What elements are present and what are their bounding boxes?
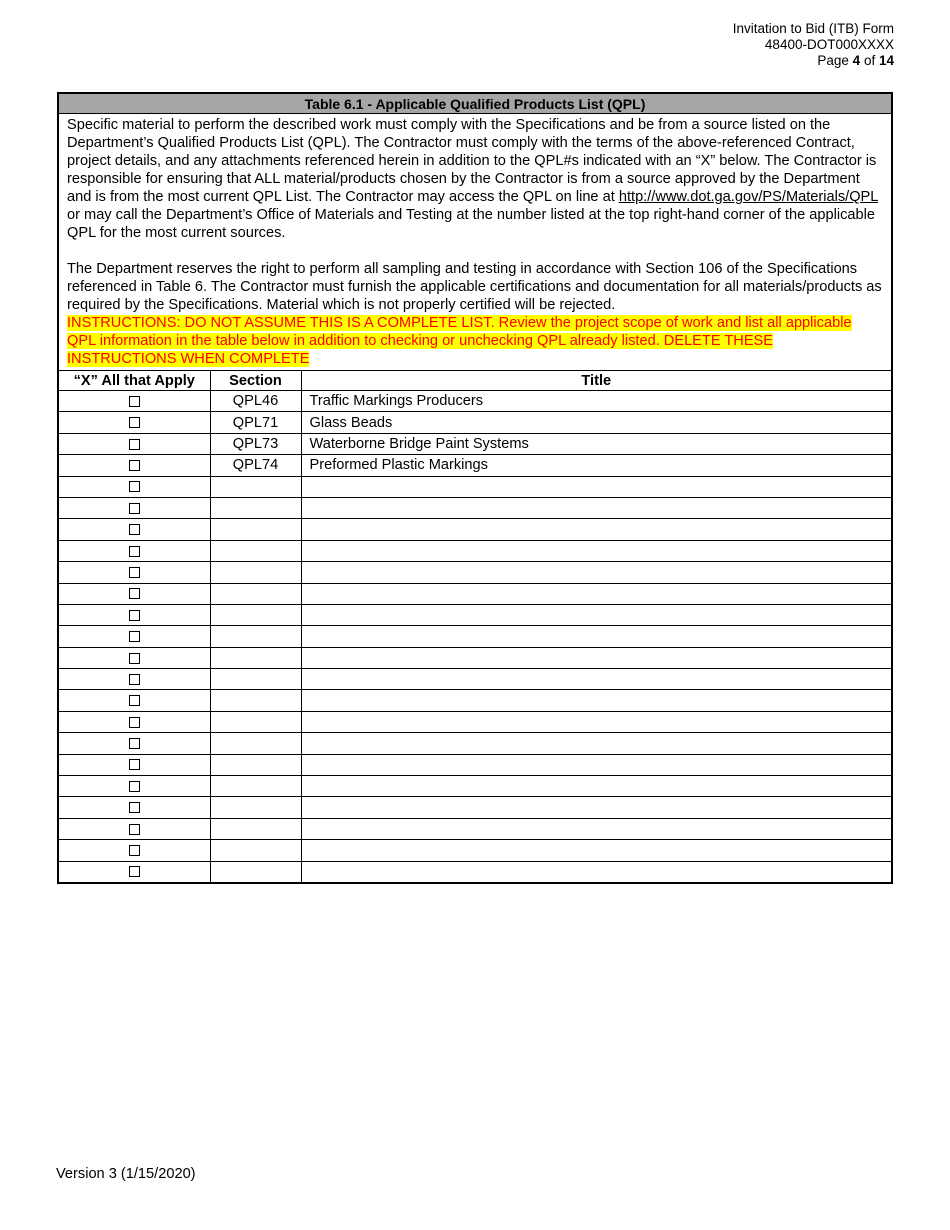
title-cell [301,540,892,561]
section-cell [210,840,301,861]
apply-checkbox[interactable] [129,674,140,685]
section-cell [210,497,301,518]
table-row [58,647,892,668]
apply-cell [58,412,210,433]
title-cell [301,754,892,775]
title-cell [301,776,892,797]
table-row [58,604,892,625]
apply-checkbox[interactable] [129,396,140,407]
title-cell [301,861,892,883]
instructions-text: INSTRUCTIONS: DO NOT ASSUME THIS IS A COMPLETE LIST. Review the project scope of work and list all applicable QPL information in the table below in addition to checking or unchecking QPL already listed. DELETE THESE INSTRUCTIONS WHEN COMPLETE [67,315,852,367]
table-row [58,669,892,690]
section-cell [210,583,301,604]
apply-cell [58,711,210,732]
column-header-section: Section [210,371,301,391]
apply-cell [58,391,210,412]
apply-checkbox[interactable] [129,631,140,642]
section-cell [210,776,301,797]
qpl-link[interactable]: http://www.dot.ga.gov/PS/Materials/QPL [618,189,878,205]
description-paragraph-2: The Department reserves the right to perform all sampling and testing in accordance with Section 106 of the Specifications referenced in Table 6. The Contractor must furnish the applicable certifications and documentation for all materials/products as required by the Specifications. Material which is not properly certified will be rejected. [67,261,882,313]
title-cell: Traffic Markings Producers [301,391,892,412]
section-cell [210,711,301,732]
apply-checkbox[interactable] [129,460,140,471]
apply-checkbox[interactable] [129,802,140,813]
page-total: 14 [878,53,894,68]
version-footer: Version 3 (1/15/2020) [56,1166,196,1182]
section-cell [210,604,301,625]
title-cell [301,562,892,583]
title-cell [301,711,892,732]
table-row [58,391,892,412]
apply-cell [58,540,210,561]
description-cell [58,114,892,371]
title-cell [301,797,892,818]
apply-cell [58,626,210,647]
apply-cell [58,583,210,604]
title-cell: Glass Beads [301,412,892,433]
form-title: Invitation to Bid (ITB) Form [732,21,894,36]
table-row [58,626,892,647]
table-title: Table 6.1 - Applicable Qualified Products List (QPL) [58,93,892,114]
section-cell: QPL74 [210,455,301,476]
table-row [58,519,892,540]
table-row [58,776,892,797]
section-cell: QPL71 [210,412,301,433]
apply-cell [58,818,210,839]
section-cell [210,797,301,818]
form-number: 48400-DOT000XXXX [764,37,894,52]
section-cell [210,669,301,690]
title-cell [301,669,892,690]
section-cell: QPL73 [210,433,301,454]
title-cell [301,604,892,625]
title-cell: Waterborne Bridge Paint Systems [301,433,892,454]
title-cell [301,690,892,711]
title-cell [301,733,892,754]
apply-checkbox[interactable] [129,824,140,835]
apply-cell [58,754,210,775]
qpl-table [57,92,893,884]
apply-checkbox[interactable] [129,695,140,706]
table-row [58,733,892,754]
table-row [58,412,892,433]
table-row [58,583,892,604]
apply-cell [58,797,210,818]
apply-cell [58,604,210,625]
table-row [58,540,892,561]
apply-checkbox[interactable] [129,717,140,728]
title-cell [301,476,892,497]
table-row [58,818,892,839]
section-cell [210,818,301,839]
table-row [58,562,892,583]
table-row [58,840,892,861]
title-cell [301,818,892,839]
apply-cell [58,476,210,497]
section-cell [210,626,301,647]
section-cell [210,647,301,668]
apply-cell [58,519,210,540]
apply-checkbox[interactable] [129,481,140,492]
apply-checkbox[interactable] [129,503,140,514]
title-cell [301,647,892,668]
section-cell [210,562,301,583]
table-row [58,797,892,818]
description-paragraph-1: Specific material to perform the described work must comply with the Specifications and be from a source listed on the Department’s Qualified Products List (QPL). The Contractor must comply with the terms of the above-referenced Contract, project details, and any attachments referenced herein in addition to the QPL#s indicated with an “X” below. The Contractor is responsible for ensuring that ALL material/products chosen by the Contractor is from a source approved by the Department and is from the most current QPL List. The Contractor may access the QPL on line at http://www.dot.ga.gov/PS/Materials/QPL or may call the Department’s Office of Materials and Testing at the number listed at the top right-hand corner of the applicable QPL for the most current sources. [67,117,878,241]
title-cell [301,519,892,540]
table-row [58,861,892,883]
title-cell: Preformed Plastic Markings [301,455,892,476]
apply-cell [58,455,210,476]
column-header-title: Title [301,371,892,391]
apply-checkbox[interactable] [129,845,140,856]
apply-cell [58,733,210,754]
section-cell [210,733,301,754]
table-row [58,455,892,476]
apply-cell [58,433,210,454]
apply-cell [58,497,210,518]
column-header-row [58,371,892,391]
table-row [58,497,892,518]
apply-cell [58,647,210,668]
section-cell [210,519,301,540]
title-cell [301,840,892,861]
page-header [733,21,894,69]
section-cell [210,754,301,775]
section-cell [210,861,301,883]
table-row [58,754,892,775]
apply-cell [58,840,210,861]
apply-checkbox[interactable] [129,417,140,428]
apply-checkbox[interactable] [129,610,140,621]
table-row [58,690,892,711]
apply-cell [58,669,210,690]
apply-checkbox[interactable] [129,546,140,557]
section-cell [210,476,301,497]
page-current: 4 [852,53,861,68]
apply-cell [58,776,210,797]
apply-checkbox[interactable] [129,567,140,578]
apply-checkbox[interactable] [129,738,140,749]
table-title-row [58,93,892,114]
apply-checkbox[interactable] [129,524,140,535]
apply-cell [58,562,210,583]
apply-cell [58,861,210,883]
table-row [58,711,892,732]
apply-checkbox[interactable] [129,759,140,770]
column-header-apply: “X” All that Apply [58,371,210,391]
apply-checkbox[interactable] [129,588,140,599]
description-row [58,114,892,371]
table-row [58,433,892,454]
table-row [58,476,892,497]
apply-checkbox[interactable] [129,653,140,664]
title-cell [301,626,892,647]
title-cell [301,583,892,604]
apply-checkbox[interactable] [129,439,140,450]
apply-cell [58,690,210,711]
section-cell [210,690,301,711]
title-cell [301,497,892,518]
page-number: Page 4 of 14 [817,53,894,68]
apply-checkbox[interactable] [129,781,140,792]
section-cell [210,540,301,561]
section-cell: QPL46 [210,391,301,412]
apply-checkbox[interactable] [129,866,140,877]
table-body [58,391,892,883]
